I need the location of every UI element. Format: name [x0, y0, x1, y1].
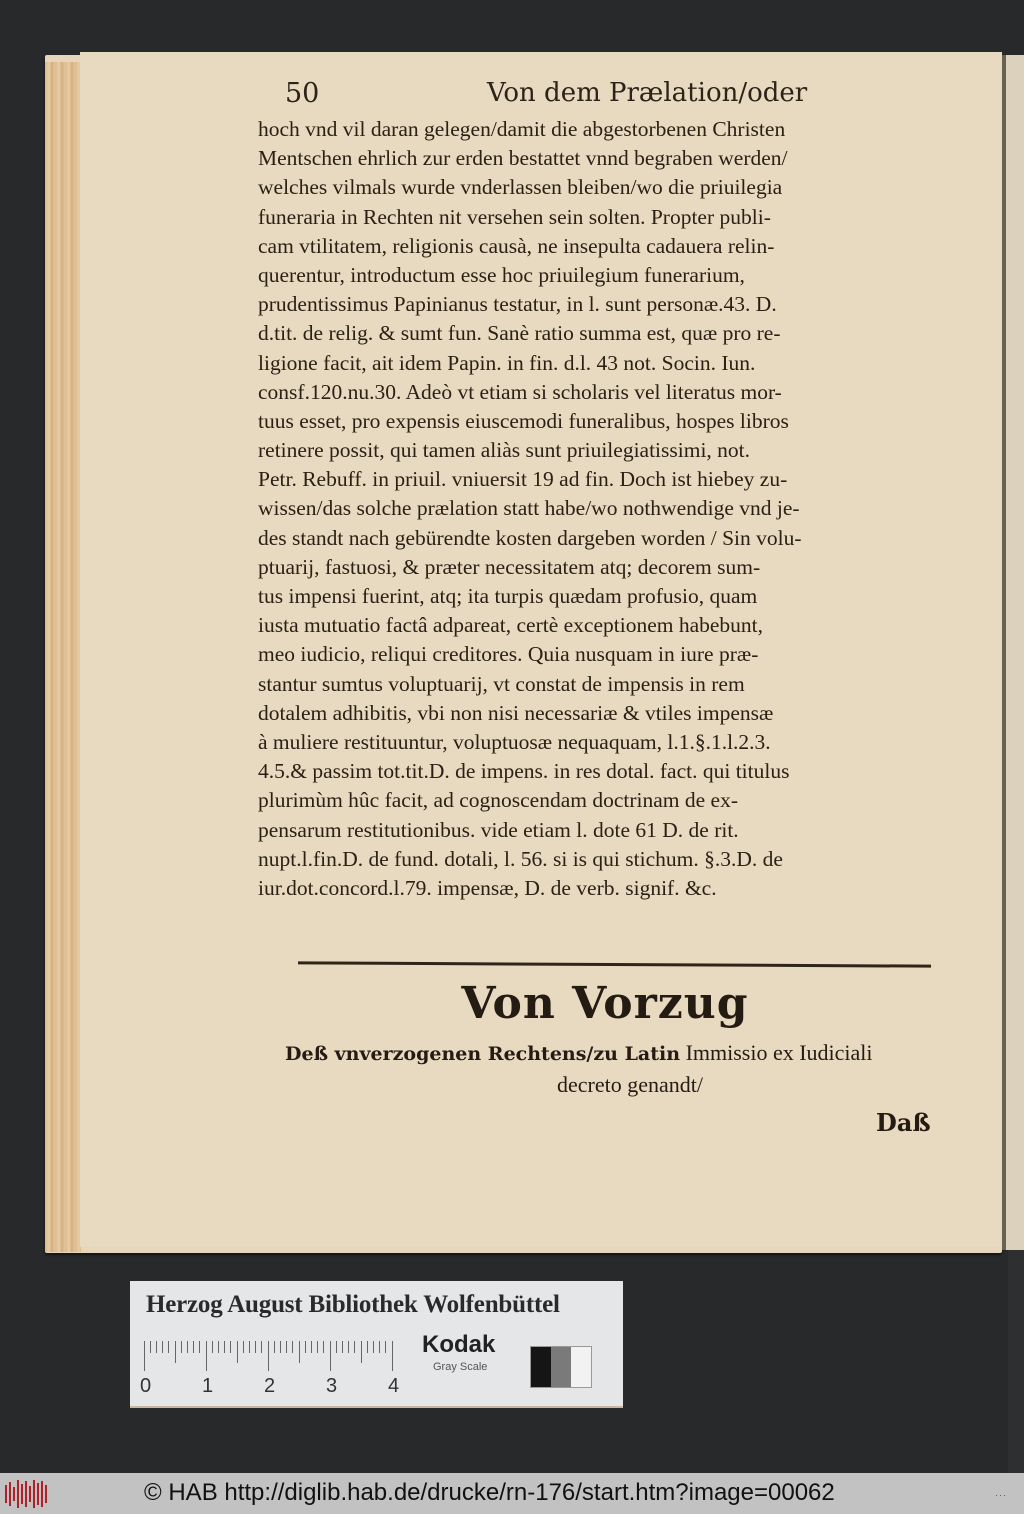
text-line: ligione facit, ait idem Papin. in fin. d.l. 43 not. Socin. Iun. — [258, 350, 756, 375]
text-line: iur.dot.concord.l.79. impensæ, D. de verb. signif. &c. — [258, 875, 717, 900]
ruler-label: 3 — [326, 1375, 338, 1397]
text-line: à muliere restituuntur, voluptuosæ nequaquam, l.1.§.1.l.2.3. — [258, 729, 771, 754]
text-line: plurimùm hûc facit, ad cognoscendam doctrinam de ex- — [258, 788, 739, 813]
text-line: Petr. Rebuff. in priuil. vniuersit 19 ad fin. Doch ist hiebey zu- — [258, 467, 788, 492]
text-line: prudentissimus Papinianus testatur, in l. sunt personæ.43. D. — [258, 292, 777, 317]
text-line: retinere possit, qui tamen aliàs sunt priuilegiatissimi, not. — [258, 438, 751, 463]
text-line: tus impensi fuerint, atq; ita turpis quædam profusio, quam — [258, 584, 758, 608]
text-line: 4.5.& passim tot.tit.D. de impens. in res dotal. fact. qui titulus — [258, 759, 790, 784]
gray-scale-label: Gray Scale — [433, 1361, 488, 1373]
subtitle-latin: Immissio ex Iudiciali — [685, 1040, 873, 1065]
text-line: meo iudicio, reliqui creditores. Quia nusquam in iure præ- — [258, 642, 759, 667]
footer-bar — [0, 1473, 1024, 1514]
text-line: dotalem adhibitis, vbi non nisi necessariæ & vtiles impensæ — [258, 700, 774, 725]
text-line: tuus esset, pro expensis eiuscemodi funeralibus, hospes libros — [258, 408, 789, 433]
text-line: wissen/das solche prælation statt habe/wo nothwendige vnd je- — [258, 496, 800, 521]
text-line: funeraria in Rechten nit versehen sein solten. Propter publi- — [258, 204, 771, 229]
text-line: nupt.l.fin.D. de fund. dotali, l. 56. si is qui stichum. §.3.D. de — [258, 846, 783, 871]
text-line: welches vilmals wurde vnderlassen bleiben/wo die priuilegia — [258, 175, 783, 200]
ruler-scale — [140, 1341, 404, 1401]
text-line: pensarum restitutionibus. vide etiam l. dote 61 D. de rit. — [258, 817, 739, 842]
copyright-link[interactable]: © HAB http://diglib.hab.de/drucke/rn-176/start.htm?image=00062 — [144, 1479, 835, 1506]
text-line: ptuarij, fastuosi, & præter necessitatem atq; decorem sum- — [258, 554, 761, 579]
swatch-black — [531, 1347, 551, 1387]
running-head: Von dem Prælation/oder — [487, 78, 808, 108]
text-line: des standt nach gebürendte kosten dargeben worden / Sin volu- — [258, 525, 802, 550]
gray-scale-swatches — [530, 1346, 592, 1388]
ruler-label: 2 — [264, 1375, 276, 1397]
swatch-gray — [551, 1347, 571, 1387]
text-line: Mentschen ehrlich zur erden bestattet vnnd begraben werden/ — [258, 146, 788, 171]
library-name: Herzog August Bibliothek Wolfenbüttel — [146, 1291, 560, 1318]
text-line: stantur sumtus voluptuarij, vt constat de impensis in rem — [258, 671, 745, 696]
backdrop-strip — [1008, 1250, 1024, 1473]
text-line: iusta mutuatio factâ adpareat, certè exceptionem habebunt, — [258, 613, 764, 638]
section-subtitle-line2: decreto genandt/ — [557, 1072, 703, 1097]
page-header — [285, 78, 935, 112]
facing-page-edge — [1006, 55, 1024, 1250]
section-title: Von Vorzug — [461, 978, 749, 1029]
kodak-logo: Kodak — [422, 1331, 496, 1358]
text-line: consf.120.nu.30. Adeò vt etiam si scholaris vel literatus mor- — [258, 379, 782, 404]
hab-logo-icon — [5, 1479, 49, 1509]
subtitle-blackletter: Deß vnverzogenen Rechtens/zu Latin — [285, 1043, 681, 1065]
ruler-label: 1 — [202, 1375, 214, 1397]
text-line: hoch vnd vil daran gelegen/damit die abgestorbenen Christen — [258, 117, 786, 141]
page-edges — [45, 62, 81, 1252]
text-line: cam vtilitatem, religionis causà, ne insepulta cadauera relin- — [258, 233, 775, 258]
text-line: d.tit. de relig. & sumt fun. Sanè ratio summa est, quæ pro re- — [258, 321, 781, 346]
catchword: Daß — [876, 1108, 931, 1137]
ruler-label: 0 — [140, 1375, 152, 1397]
text-line: querentur, introductum esse hoc priuilegium funerarium, — [258, 262, 745, 287]
section-subtitle — [285, 1040, 945, 1066]
page-number: 50 — [285, 78, 320, 109]
swatch-white — [571, 1347, 591, 1387]
ruler-label: 4 — [388, 1375, 400, 1397]
body-text — [258, 115, 953, 903]
more-menu-icon[interactable]: ··· — [995, 1490, 1007, 1500]
color-reference-card — [130, 1281, 623, 1408]
